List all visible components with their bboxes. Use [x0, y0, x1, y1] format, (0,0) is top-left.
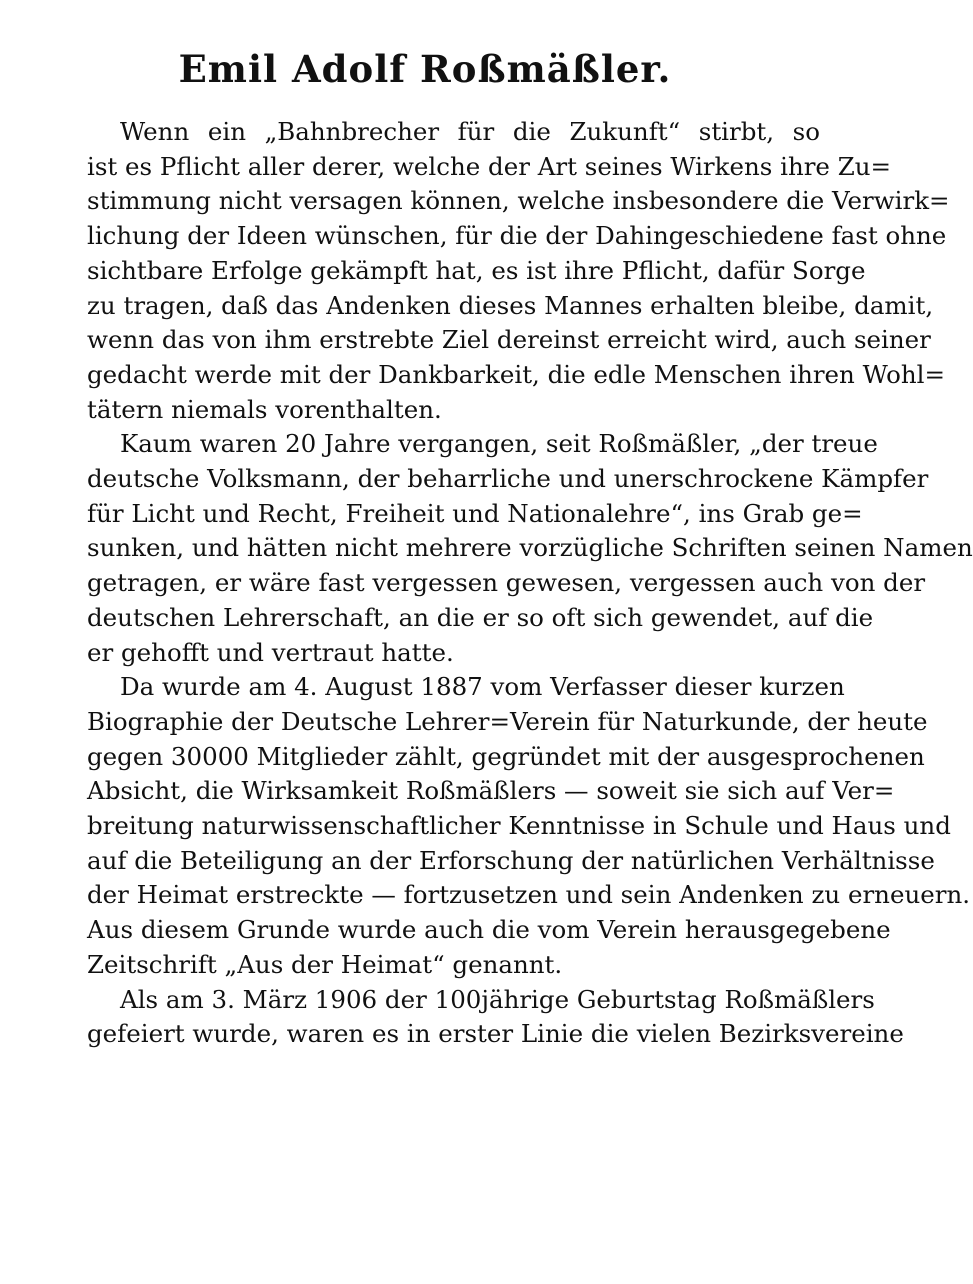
text-line: stimmung nicht versagen können, welche insbesondere die Verwirk= [87, 186, 950, 216]
text-line: gedacht werde mit der Dankbarkeit, die edle Menschen ihren Wohl= [87, 359, 946, 389]
text-line: deutsche Volksmann, der beharrliche und unerschrockene Kämpfer [87, 464, 929, 493]
text-line: Zeitschrift „Aus der Heimat“ genannt. [87, 949, 563, 979]
text-line: gefeiert wurde, waren es in erster Linie die vielen Bezirksvereine [87, 1019, 904, 1049]
text-line: der Heimat erstreckte — fortzusetzen und sein Andenken zu erneuern. [87, 880, 971, 910]
page-title: Emil Adolf Roßmäßler. [178, 47, 672, 91]
text-line: breitung naturwissenschaftlicher Kenntnisse in Schule und Haus und [87, 811, 951, 840]
text-line: gegen 30000 Mitglieder zählt, gegründet mit der ausgesprochenen [87, 741, 925, 771]
text-line: auf die Beteiligung an der Erforschung der natürlichen Verhältnisse [87, 845, 935, 875]
text-line: Da wurde am 4. August 1887 vom Verfasser dieser kurzen [120, 672, 845, 702]
text-line: Biographie der Deutsche Lehrer=Verein für Naturkunde, der heute [87, 706, 928, 736]
text-line: für Licht und Recht, Freiheit und Nationalehre“, ins Grab ge= [87, 498, 863, 528]
text-line: er gehofft und vertraut hatte. [87, 637, 454, 667]
text-line: Absicht, die Wirksamkeit Roßmäßlers — soweit sie sich auf Ver= [87, 776, 895, 806]
text-line: lichung der Ideen wünschen, für die der Dahingeschiedene fast ohne [87, 221, 947, 251]
text-line: sichtbare Erfolge gekämpft hat, es ist ihre Pflicht, dafür Sorge [87, 255, 866, 285]
text-line: deutschen Lehrerschaft, an die er so oft sich gewendet, auf die [87, 602, 874, 632]
text-line: Als am 3. März 1906 der 100jährige Geburtstag Roßmäßlers [120, 984, 875, 1014]
text-line: Kaum waren 20 Jahre vergangen, seit Roßmäßler, „der treue [120, 429, 878, 459]
text-line: Aus diesem Grunde wurde auch die vom Verein herausgegebene [87, 915, 891, 945]
text-line: sunken, und hätten nicht mehrere vorzügliche Schriften seinen Namen [87, 533, 973, 563]
text-line: getragen, er wäre fast vergessen gewesen, vergessen auch von der [87, 568, 926, 598]
text-line: ist es Pflicht aller derer, welche der Art seines Wirkens ihre Zu= [87, 151, 892, 181]
text-line: Wenn ein „Bahnbrecher für die Zukunft“ stirbt, so [120, 117, 820, 146]
text-line: tätern niemals vorenthalten. [87, 394, 442, 424]
text-line: wenn das von ihm erstrebte Ziel dereinst erreicht wird, auch seiner [87, 325, 931, 355]
text-line: zu tragen, daß das Andenken dieses Mannes erhalten bleibe, damit, [87, 290, 934, 320]
